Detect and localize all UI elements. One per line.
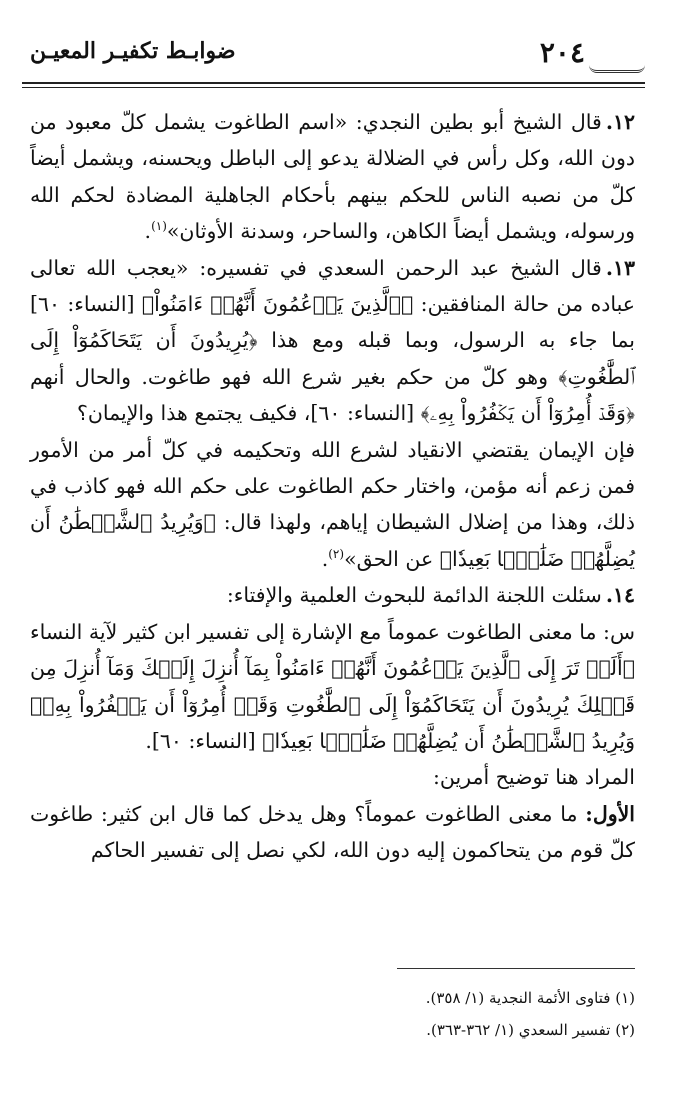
quran-verse: ﴿ٱلَّذِينَ يَزۡعُمُونَ أَنَّهُمۡ ءَامَنُواْ﴾ xyxy=(141,292,414,317)
footnotes xyxy=(30,982,635,1046)
first-text: ما معنى الطاغوت عموماً؟ وهل يدخل كما قال ابن كثير: طاغوت كلّ قوم من يتحاكمون إليه دون الله، لكي نصل إلى تفسير الحاكم xyxy=(30,801,635,863)
first-point xyxy=(30,796,635,869)
footnote-ref: (١) xyxy=(151,219,167,234)
item-text: قال الشيخ عبد الرحمن السعدي في تفسيره: «يعجب الله تعالى عباده من حالة المنافقين: xyxy=(30,255,635,317)
item-text: وهو كلّ من حكم بغير شرع الله فهو طاغوت. والحال أنهم xyxy=(30,364,559,389)
quran-verse: ﴿أَلَمۡ تَرَ إِلَى ٱلَّذِينَ يَزۡعُمُونَ أَنَّهُمۡ ءَامَنُواْ بِمَآ أُنزِلَ إِلَيۡكَ وَمَآ أُنزِلَ مِن قَبۡلِكَ يُرِيدُونَ أَن يَتَحَاكَمُوٓاْ إِلَى ٱلطَّٰغُوتِ وَقَدۡ أُمِرُوٓاْ أَن يَكۡفُرُواْ بِهِۦۖ وَيُرِيدُ ٱلشَّيۡطَٰنُ أَن يُضِلَّهُمۡ ضَلَٰلَۢا بَعِيدٗا﴾ xyxy=(30,656,635,753)
item-14 xyxy=(30,577,635,613)
item-text: [النساء: ٦٠]، فكيف يجتمع هذا والإيمان؟ xyxy=(77,401,421,426)
intro: المراد هنا توضيح أمرين: xyxy=(432,765,635,790)
item-text: سئلت اللجنة الدائمة للبحوث العلمية والإفتاء: xyxy=(226,583,602,608)
page-number: ٢٠٤ xyxy=(539,36,585,69)
footnote-divider xyxy=(397,968,635,969)
running-title: ضوابـط تكفيـر المعيـن xyxy=(30,38,236,64)
footnote: (١) فتاوى الأئمة النجدية (١/ ٣٥٨). xyxy=(425,989,635,1007)
first-label: الأول: xyxy=(585,801,635,826)
quran-verse: ﴿يُرِيدُونَ أَن يَتَحَاكَمُوٓاْ إِلَى ٱلطَّٰغُوتِ﴾ xyxy=(30,328,635,389)
item-number: ١٤. xyxy=(605,583,635,608)
page-header xyxy=(22,30,645,84)
item-text: عن الحق» xyxy=(344,546,440,571)
question-text: س: ما معنى الطاغوت عموماً مع الإشارة إلى تفسير ابن كثير لآية النساء xyxy=(30,619,635,644)
item-13 xyxy=(30,250,635,432)
item-text: [النساء: ٦٠] بما جاء به الرسول، وبما قبله ومع هذا xyxy=(30,292,635,353)
quran-verse: ﴿وَيُرِيدُ ٱلشَّيۡطَٰنُ أَن يُضِلَّهُمۡ ضَلَٰلَۢا بَعِيدٗا﴾ xyxy=(30,510,635,571)
item-number: ١٢. xyxy=(605,110,635,134)
verse-reference: [النساء: ٦٠]. xyxy=(145,728,263,753)
item-12: ١٢.قال الشيخ أبو بطين النجدي: «اسم الطاغوت يشمل كلّ معبود من دون الله، وكل رأس في الضلالة يدعو إلى الباطل ويحسنه، ويشمل أيضاً كلّ من نصبه الناس للحكم بينهم بأحكام الجاهلية المضادة لحكم الله ورسوله، ويشمل أيضاً الكاهن، والساحر، وسدنة الأوثان»$^{(١)}$. xyxy=(30,110,635,244)
question xyxy=(30,614,635,760)
quran-verse: ﴿وَقَدۡ أُمِرُوٓاْ أَن يَكۡفُرُواْ بِهِۦ﴾ xyxy=(420,401,635,426)
item-number: ١٣. xyxy=(605,255,635,280)
footnote-ref: (٢) xyxy=(328,547,345,562)
header-ornament xyxy=(589,54,645,73)
footnote: (٢) تفسير السعدي (١/ ٣٦٢-٣٦٣). xyxy=(426,1021,635,1039)
item-13-continued: فإن الإيمان يقتضي الانقياد لشرع الله وتحكيمه في كلّ أمر من الأمور فمن زعم أنه مؤمن، واختار حكم الطاغوت على حكم الله فهو كاذب في ذلك، وهذا من إضلال الشيطان إياهم، ولهذا قال: ﴿وَيُرِيدُ ٱلشَّيۡطَٰنُ أَن يُضِلَّهُمۡ ضَلَٰلَۢا بَعِيدٗا﴾ عن الحق»$^{(٢)}$. xyxy=(30,437,635,571)
item-text: فإن الإيمان يقتضي الانقياد لشرع الله وتحكيمه في كلّ أمر من الأمور فمن زعم أنه مؤمن، واختار حكم الطاغوت على حكم الله فهو كاذب في ذلك، وهذا من إضلال الشيطان إياهم، ولهذا قال: xyxy=(30,437,635,535)
page-body xyxy=(30,104,635,869)
item-text: قال الشيخ أبو بطين النجدي: «اسم الطاغوت يشمل كلّ معبود من دون الله، وكل رأس في الضلالة يدعو إلى الباطل ويحسنه، ويشمل أيضاً كلّ من نصبه الناس للحكم بينهم بأحكام الجاهلية المضادة لحكم الله ورسوله، ويشمل أيضاً الكاهن، والساحر، وسدنة الأوثان» xyxy=(30,110,635,244)
